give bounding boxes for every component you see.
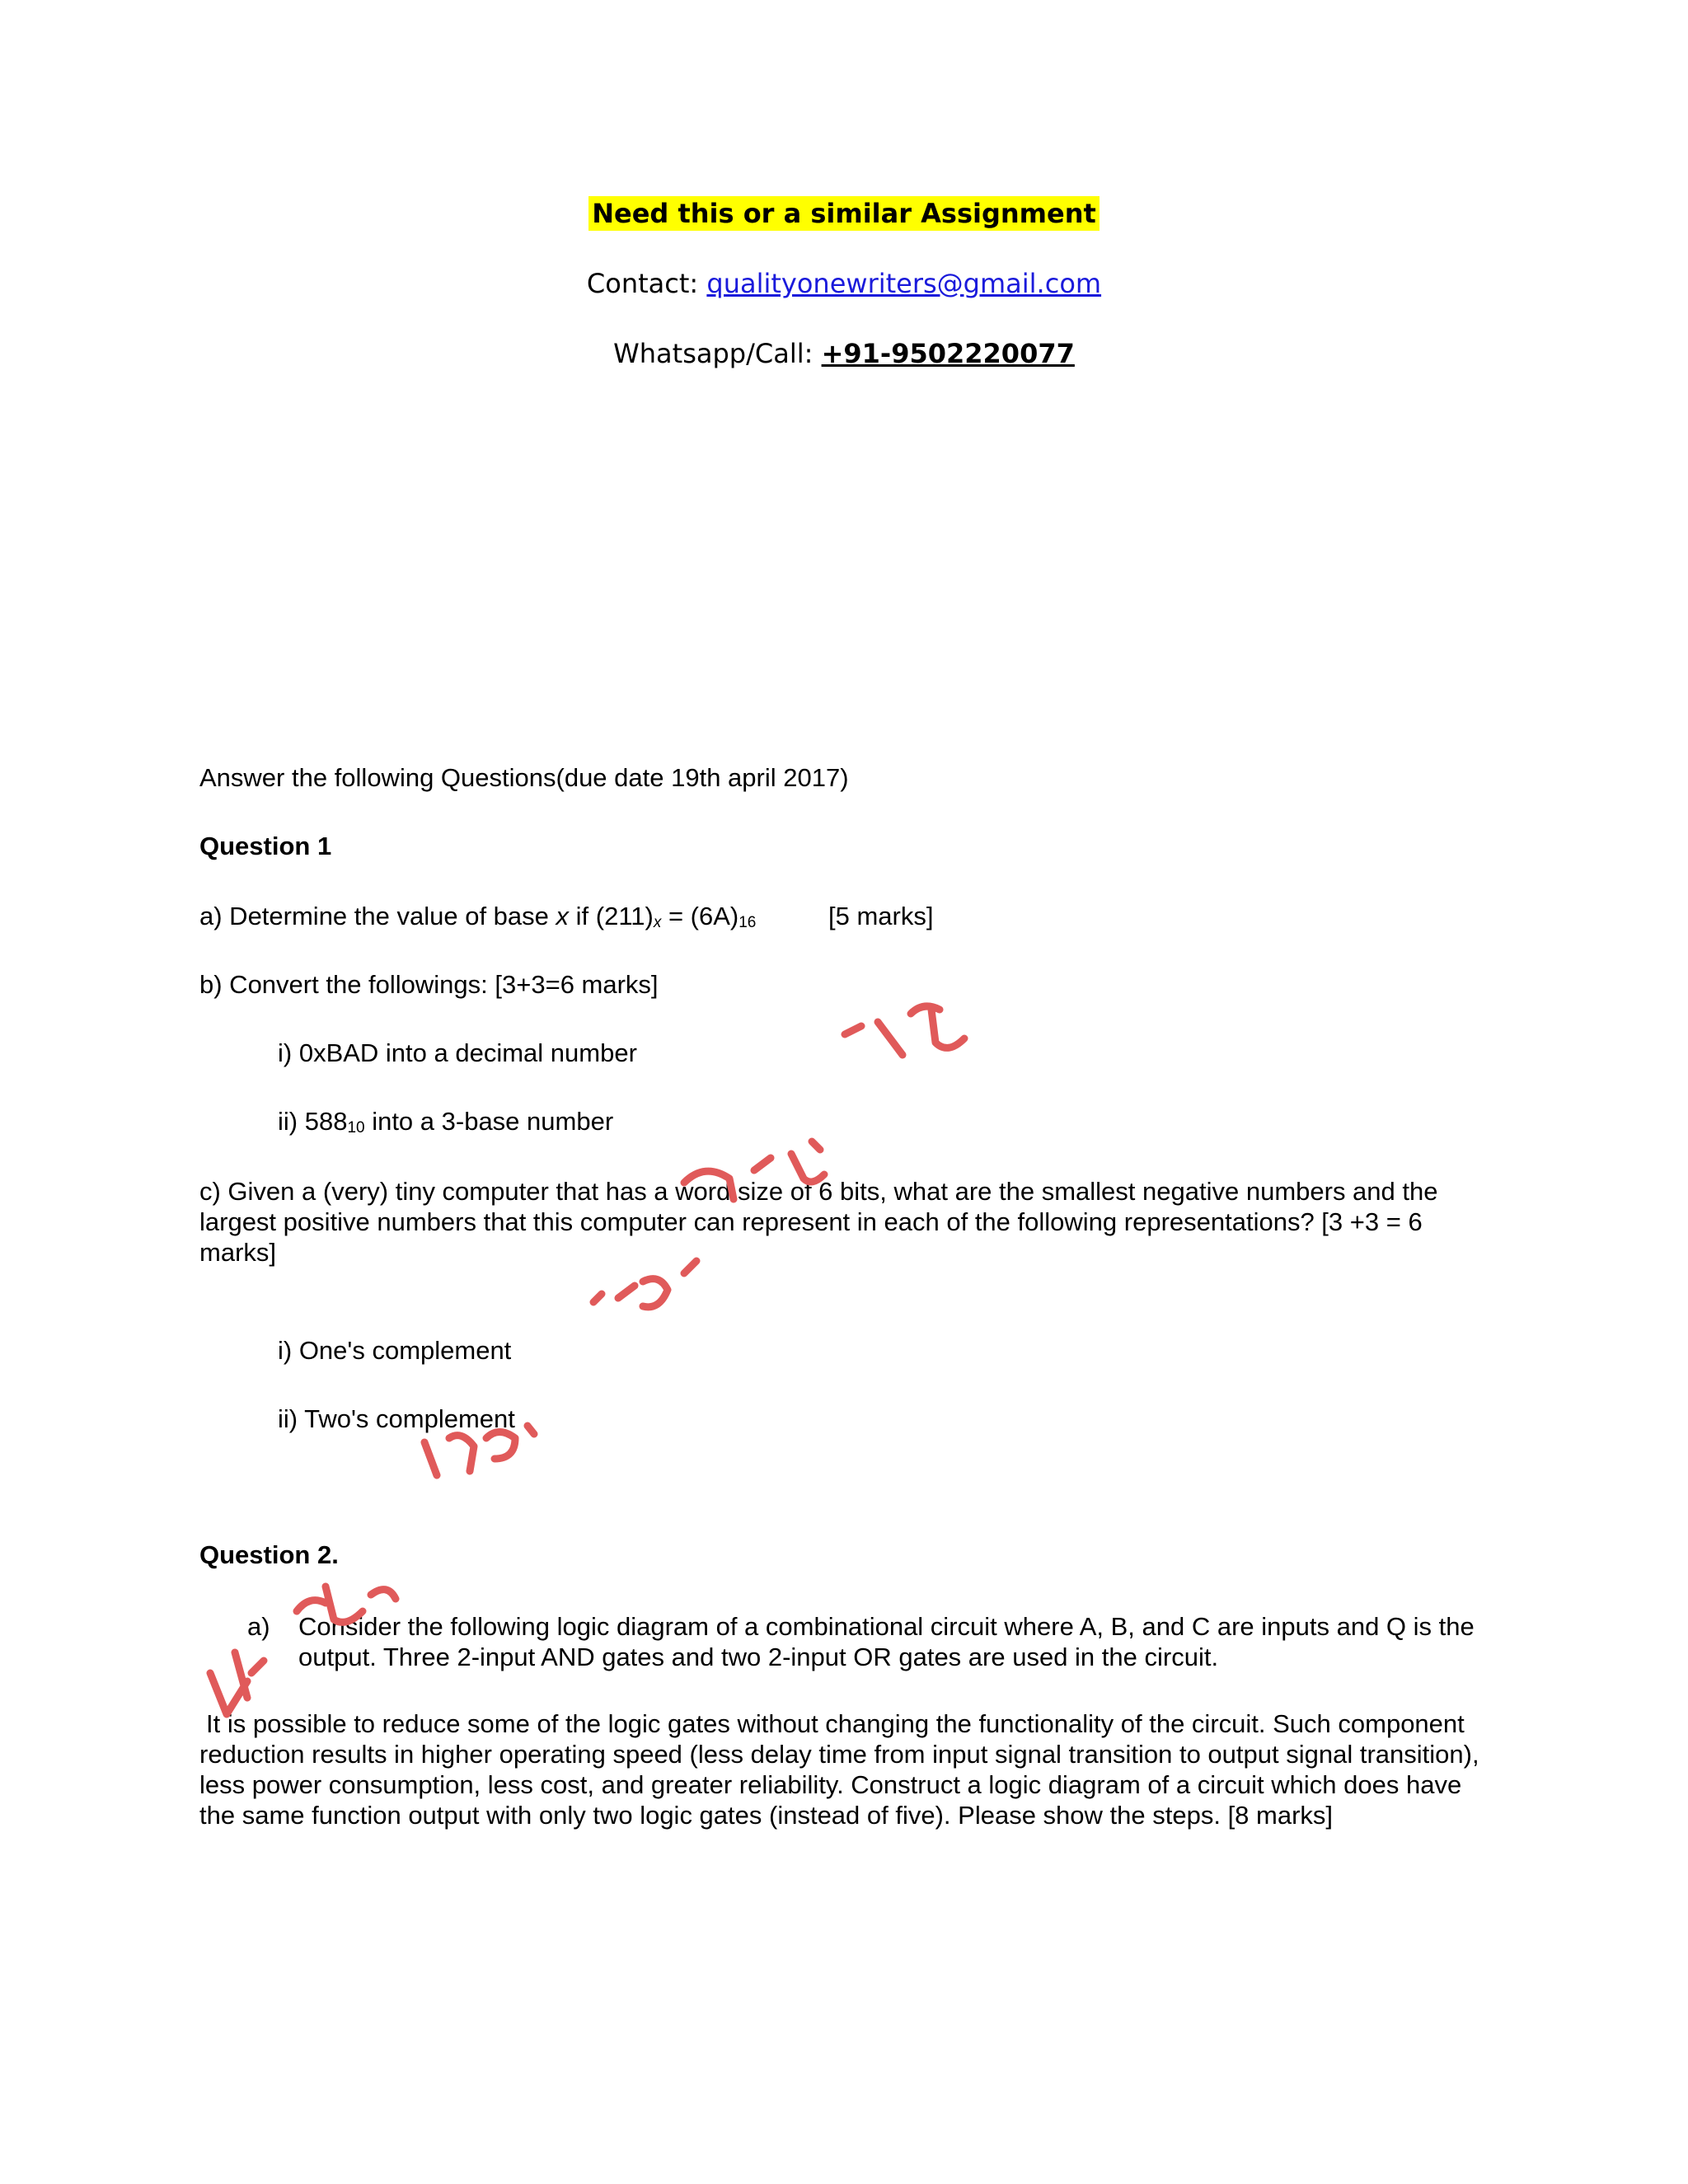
q1a-mid: if (211) [569,902,654,930]
q1a-sub-x: x [653,914,662,931]
email-link[interactable]: qualityonewriters@gmail.com [706,268,1102,299]
q1a-eq: = (6A) [661,902,739,930]
q1b-item-i: i) 0xBAD into a decimal number [278,1038,637,1067]
call-label: Whatsapp/Call: [613,338,822,369]
q1b-ii-suffix: into a 3-base number [364,1107,614,1136]
q1-part-a [199,901,756,938]
q1a-marks: [5 marks] [828,902,934,930]
q1b-item-ii [278,1106,613,1143]
q2a-label: a) [247,1612,270,1641]
q1c-item-ii: ii) Two's complement [278,1404,515,1433]
contact-label: Contact: [586,268,707,299]
watermark-fragment [593,1261,696,1307]
phone-number[interactable]: +91-9502220077 [821,338,1075,369]
q1a-text: a) Determine the value of base [199,902,556,930]
q1a-sub-16: 16 [738,914,757,931]
promo-line [0,198,1688,229]
q2a-text: Consider the following logic diagram of a combinational circuit where A, B, and C are inputs and Q is the output. Three 2-input AND gates and two 2-input OR gates are used in the circuit. [298,1612,1475,1671]
q1b-ii-prefix: ii) 588 [278,1107,348,1136]
watermark-fragment [845,1006,964,1055]
q1-part-b: b) Convert the followings: [3+3=6 marks] [199,970,659,999]
q2-paragraph: It is possible to reduce some of the logic gates without changing the functionality of the circuit. Such component reduction results in higher operating speed (less delay time from input signal transition to output signal transition), less power consumption, less cost, and greater reliability. Construct a logic diagram of a circuit which does have the same function output with only two logic gates (instead of five). Please show the steps. [8 marks] [199,1709,1479,1830]
question-2-title: Question 2. [199,1540,339,1569]
q1b-ii-sub: 10 [347,1119,365,1137]
q1c-item-i: i) One's complement [278,1336,512,1365]
q1a-var: x [556,902,570,930]
watermark-fragment [210,1652,264,1714]
instructions: Answer the following Questions(due date 19th april 2017) [199,763,849,792]
contact-line [0,268,1688,299]
question-1-title: Question 1 [199,832,332,860]
promo-highlight: Need this or a similar Assignment [588,196,1100,231]
call-line [0,338,1688,369]
q1-part-c: c) Given a (very) tiny computer that has a word size of 6 bits, what are the smallest negative numbers and the largest positive numbers that this computer can represent in each of the following representations? [3 +3 = 6 marks] [199,1177,1438,1267]
